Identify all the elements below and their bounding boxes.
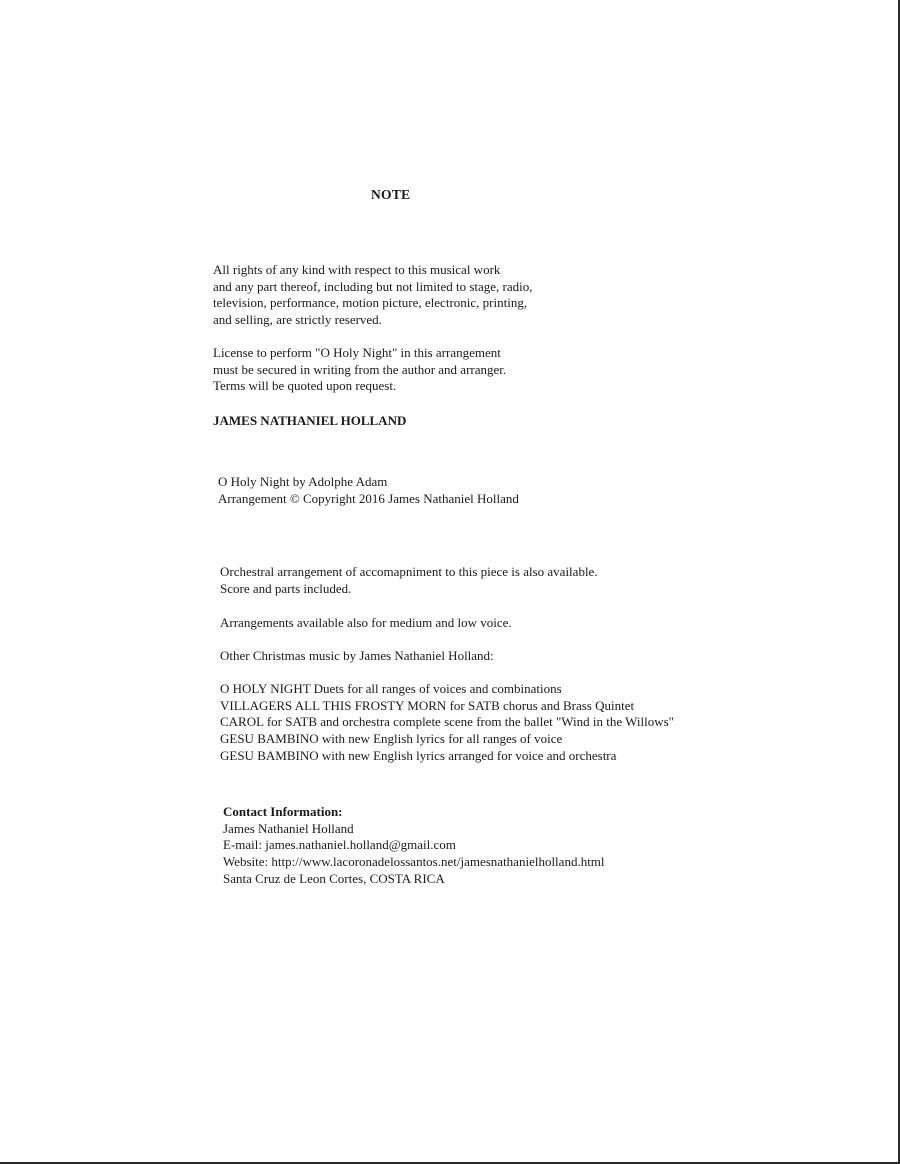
credits-paragraph xyxy=(218,474,519,507)
rights-line: and any part thereof, including but not limited to stage, radio, xyxy=(213,278,533,294)
other-music-item: GESU BAMBINO with new English lyrics for all ranges of voice xyxy=(220,731,563,747)
license-line: License to perform "O Holy Night" in this arrangement xyxy=(213,345,501,360)
voices-note: Arrangements available also for medium and low voice. xyxy=(220,615,512,630)
orchestral-line: Orchestral arrangement of accomapniment to this piece is also available. xyxy=(220,564,598,579)
rights-paragraph xyxy=(213,262,533,329)
other-music-list xyxy=(220,681,674,765)
orchestral-line: Score and parts included. xyxy=(220,580,352,596)
rights-line: All rights of any kind with respect to this musical work xyxy=(213,262,501,277)
other-music-item: CAROL for SATB and orchestra complete scene from the ballet "Wind in the Willows" xyxy=(220,714,674,730)
contact-name: James Nathaniel Holland xyxy=(223,820,354,836)
credits-line: O Holy Night by Adolphe Adam xyxy=(218,474,388,489)
license-line: must be secured in writing from the author and arranger. xyxy=(213,361,507,377)
rights-line: television, performance, motion picture, electronic, printing, xyxy=(213,295,528,311)
other-music-item: O HOLY NIGHT Duets for all ranges of voices and combinations xyxy=(220,681,562,696)
contact-email: E-mail: james.nathaniel.holland@gmail.com xyxy=(223,837,456,853)
note-title: NOTE xyxy=(371,187,411,202)
other-music-heading: Other Christmas music by James Nathaniel Holland: xyxy=(220,648,494,663)
contact-location: Santa Cruz de Leon Cortes, COSTA RICA xyxy=(223,870,445,886)
license-line: Terms will be quoted upon request. xyxy=(213,378,397,394)
credits-line: Arrangement © Copyright 2016 James Nathaniel Holland xyxy=(218,490,519,506)
orchestral-paragraph xyxy=(220,564,598,597)
contact-block xyxy=(223,804,605,888)
other-music-item: GESU BAMBINO with new English lyrics arranged for voice and orchestra xyxy=(220,747,617,763)
other-music-item: VILLAGERS ALL THIS FROSTY MORN for SATB chorus and Brass Quintet xyxy=(220,697,635,713)
author-name: JAMES NATHANIEL HOLLAND xyxy=(213,413,407,428)
contact-website: Website: http://www.lacoronadelossantos.net/jamesnathanielholland.html xyxy=(223,854,605,870)
contact-heading: Contact Information: xyxy=(223,804,343,819)
rights-line: and selling, are strictly reserved. xyxy=(213,312,382,328)
license-paragraph xyxy=(213,345,506,395)
